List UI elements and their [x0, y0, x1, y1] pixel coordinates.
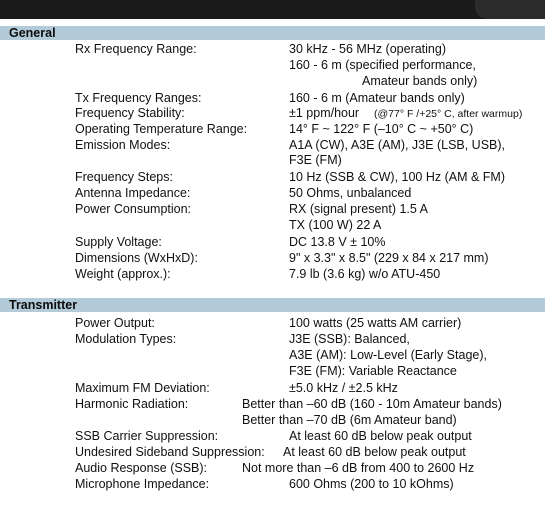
spec-value: 160 - 6 m (specified performance,: [289, 58, 476, 72]
spec-value: 50 Ohms, unbalanced: [289, 186, 412, 200]
spec-value: J3E (SSB): Balanced,: [289, 332, 410, 346]
spec-value: Not more than –6 dB from 400 to 2600 Hz: [242, 461, 475, 475]
spec-label: Tx Frequency Ranges:: [75, 91, 202, 105]
spec-label: Maximum FM Deviation:: [75, 381, 210, 395]
spec-label: Audio Response (SSB):: [75, 461, 208, 475]
spec-value: Better than –70 dB (6m Amateur band): [242, 413, 457, 427]
spec-label: Power Consumption:: [75, 202, 192, 216]
spec-value: Amateur bands only): [362, 74, 478, 88]
spec-value: 9" x 3.3" x 8.5" (229 x 84 x 217 mm): [289, 251, 489, 265]
spec-value: 7.9 lb (3.6 kg) w/o ATU-450: [289, 267, 441, 281]
spec-label: Undesired Sideband Suppression:: [75, 445, 265, 459]
spec-value: At least 60 dB below peak output: [283, 445, 466, 459]
spec-value: 30 kHz - 56 MHz (operating): [289, 42, 447, 56]
spec-label: Frequency Stability:: [75, 106, 185, 120]
spec-value: A1A (CW), A3E (AM), J3E (LSB, USB),: [289, 138, 506, 152]
spec-value: 600 Ohms (200 to 10 kOhms): [289, 477, 454, 491]
spec-value: 100 watts (25 watts AM carrier): [289, 316, 462, 330]
spec-label: Power Output:: [75, 316, 155, 330]
spec-label: Harmonic Radiation:: [75, 397, 189, 411]
spec-label: Dimensions (WxHxD):: [75, 251, 198, 265]
banner-tab: [475, 0, 545, 19]
spec-label: Weight (approx.):: [75, 267, 171, 281]
spec-label: Rx Frequency Range:: [75, 42, 197, 56]
spec-label: Modulation Types:: [75, 332, 177, 346]
spec-label: Microphone Impedance:: [75, 477, 210, 491]
top-banner: [0, 0, 545, 19]
spec-label: Antenna Impedance:: [75, 186, 191, 200]
spec-value: ±1 ppm/hour: [289, 106, 360, 120]
spec-value-note: (@77° F /+25° C, after warmup): [374, 108, 523, 120]
spec-value: 160 - 6 m (Amateur bands only): [289, 91, 465, 105]
spec-value: F3E (FM): [289, 153, 342, 167]
spec-value: 14° F ~ 122° F (–10° C ~ +50° C): [289, 122, 474, 136]
spec-label: Operating Temperature Range:: [75, 122, 248, 136]
spec-value: 10 Hz (SSB & CW), 100 Hz (AM & FM): [289, 170, 506, 184]
spec-value: Better than –60 dB (160 - 10m Amateur bands): [242, 397, 502, 411]
spec-label: Supply Voltage:: [75, 235, 162, 249]
spec-value: DC 13.8 V ± 10%: [289, 235, 386, 249]
section-header-general: General: [0, 26, 545, 40]
spec-value: F3E (FM): Variable Reactance: [289, 364, 457, 378]
spec-value: RX (signal present) 1.5 A: [289, 202, 428, 216]
spec-label: Emission Modes:: [75, 138, 171, 152]
section-header-transmitter: Transmitter: [0, 298, 545, 312]
spec-value: TX (100 W) 22 A: [289, 218, 382, 232]
spec-label: SSB Carrier Suppression:: [75, 429, 219, 443]
spec-value: A3E (AM): Low-Level (Early Stage),: [289, 348, 487, 362]
spec-value: At least 60 dB below peak output: [289, 429, 472, 443]
spec-label: Frequency Steps:: [75, 170, 173, 184]
spec-value: ±5.0 kHz / ±2.5 kHz: [289, 381, 398, 395]
